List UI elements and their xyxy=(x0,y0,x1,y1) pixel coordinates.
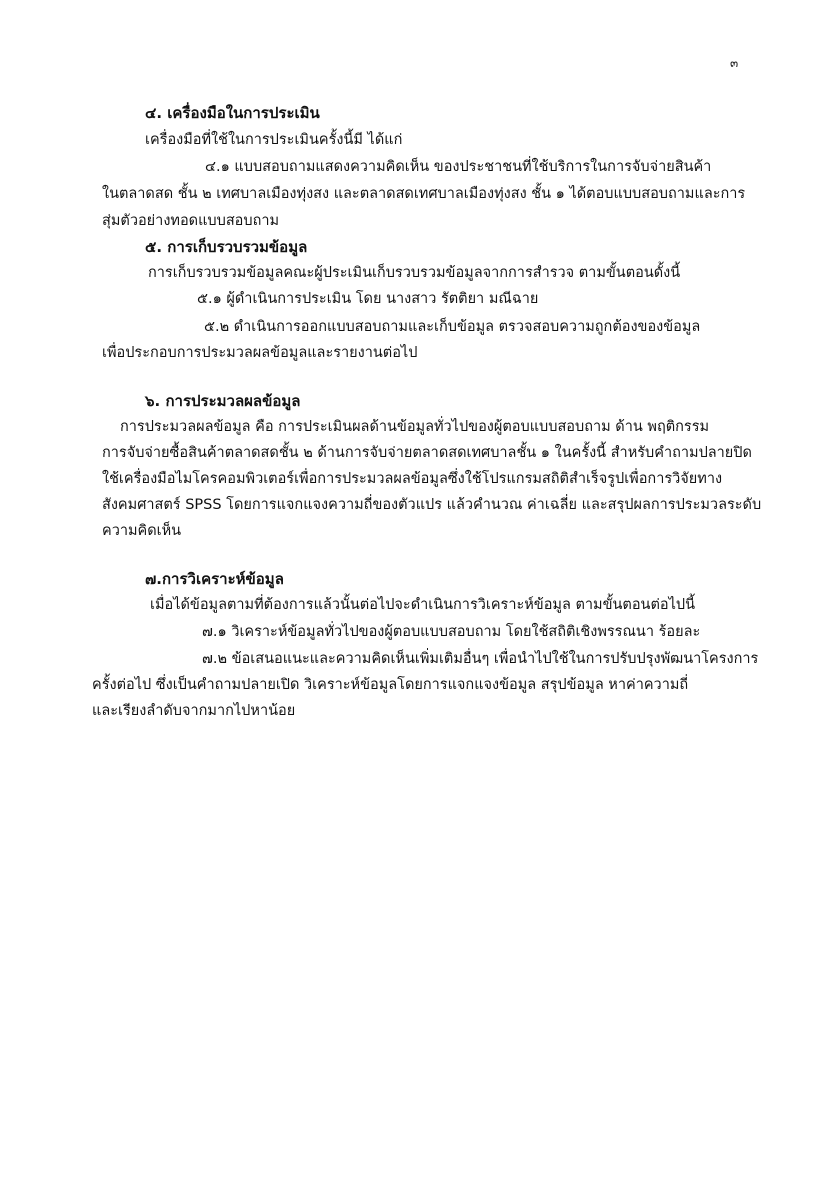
section-7-heading: ๗.การวิเคราะห์ข้อมูล xyxy=(145,570,284,588)
section-4-heading: ๔. เครื่องมือในการประเมิน xyxy=(145,104,320,122)
section-6-line-4: สังคมศาสตร์ SPSS โดยการแจกแจงความถี่ของตัวแปร แล้วคำนวณ ค่าเฉลี่ย และสรุปผลการประมวลระดับ xyxy=(102,497,762,513)
section-4-line-4: สุ่มตัวอย่างทอดแบบสอบถาม xyxy=(102,213,280,229)
section-5-line-3: ๕.๒ ดำเนินการออกแบบสอบถามและเก็บข้อมูล ตรวจสอบความถูกต้องของข้อมูล xyxy=(204,319,701,335)
section-7-line-2: ๗.๑ วิเคราะห์ข้อมูลทั่วไปของผู้ตอบแบบสอบถาม โดยใช้สถิติเชิงพรรณนา ร้อยละ xyxy=(202,624,701,640)
section-5-line-4: เพื่อประกอบการประมวลผลข้อมูลและรายงานต่อไป xyxy=(102,345,418,361)
section-6-line-2: การจับจ่ายซื้อสินค้าตลาดสดชั้น ๒ ด้านการจับจ่ายตลาดสดเทศบาลชั้น ๑ ในครั้งนี้ สำหรับคำถามปลายปิด xyxy=(102,445,752,461)
section-6-line-5: ความคิดเห็น xyxy=(102,523,182,539)
section-7-line-3: ๗.๒ ข้อเสนอแนะและความคิดเห็นเพิ่มเติมอื่นๆ เพื่อนำไปใช้ในการปรับปรุงพัฒนาโครงการ xyxy=(202,651,759,667)
section-4-line-3: ในตลาดสด ชั้น ๒ เทศบาลเมืองทุ่งสง และตลาดสดเทศบาลเมืองทุ่งสง ชั้น ๑ ได้ตอบแบบสอบถามและการ xyxy=(102,186,746,202)
section-7-line-4: ครั้งต่อไป ซึ่งเป็นคำถามปลายเปิด วิเคราะห์ข้อมูลโดยการแจกแจงข้อมูล สรุปข้อมูล หาค่าความถี่ xyxy=(92,677,689,693)
section-7-line-1: เมื่อได้ข้อมูลตามที่ต้องการแล้วนั้นต่อไปจะดำเนินการวิเคราะห์ข้อมูล ตามขั้นตอนต่อไปนี้ xyxy=(150,597,695,613)
section-4-line-2: ๔.๑ แบบสอบถามแสดงความคิดเห็น ของประชาชนที่ใช้บริการในการจับจ่ายสินค้า xyxy=(205,159,712,175)
section-7-line-5: และเรียงลำดับจากมากไปหาน้อย xyxy=(92,703,296,719)
section-4-line-1: เครื่องมือที่ใช้ในการประเมินครั้งนี้มี ได้แก่ xyxy=(145,132,403,148)
section-6-line-1: การประมวลผลข้อมูล คือ การประเมินผลด้านข้อมูลทั่วไปของผู้ตอบแบบสอบถาม ด้าน พฤติกรรม xyxy=(120,419,710,435)
section-5-line-2: ๕.๑ ผู้ดำเนินการประเมิน โดย นางสาว รัตติยา มณีฉาย xyxy=(197,291,539,307)
section-6-line-3: ใช้เครื่องมือไมโครคอมพิวเตอร์เพื่อการประมวลผลข้อมูลซึ่งใช้โปรแกรมสถิติสำเร็จรูปเพื่อการวิจัยทาง xyxy=(102,471,723,487)
page-number: ๓ xyxy=(730,56,739,70)
section-6-heading: ๖. การประมวลผลข้อมูล xyxy=(145,392,301,410)
section-5-heading: ๕. การเก็บรวบรวมข้อมูล xyxy=(145,238,308,256)
section-5-line-1: การเก็บรวบรวมข้อมูลคณะผู้ประเมินเก็บรวบรวมข้อมูลจากการสำรวจ ตามขั้นตอนดั้งนี้ xyxy=(148,265,681,281)
